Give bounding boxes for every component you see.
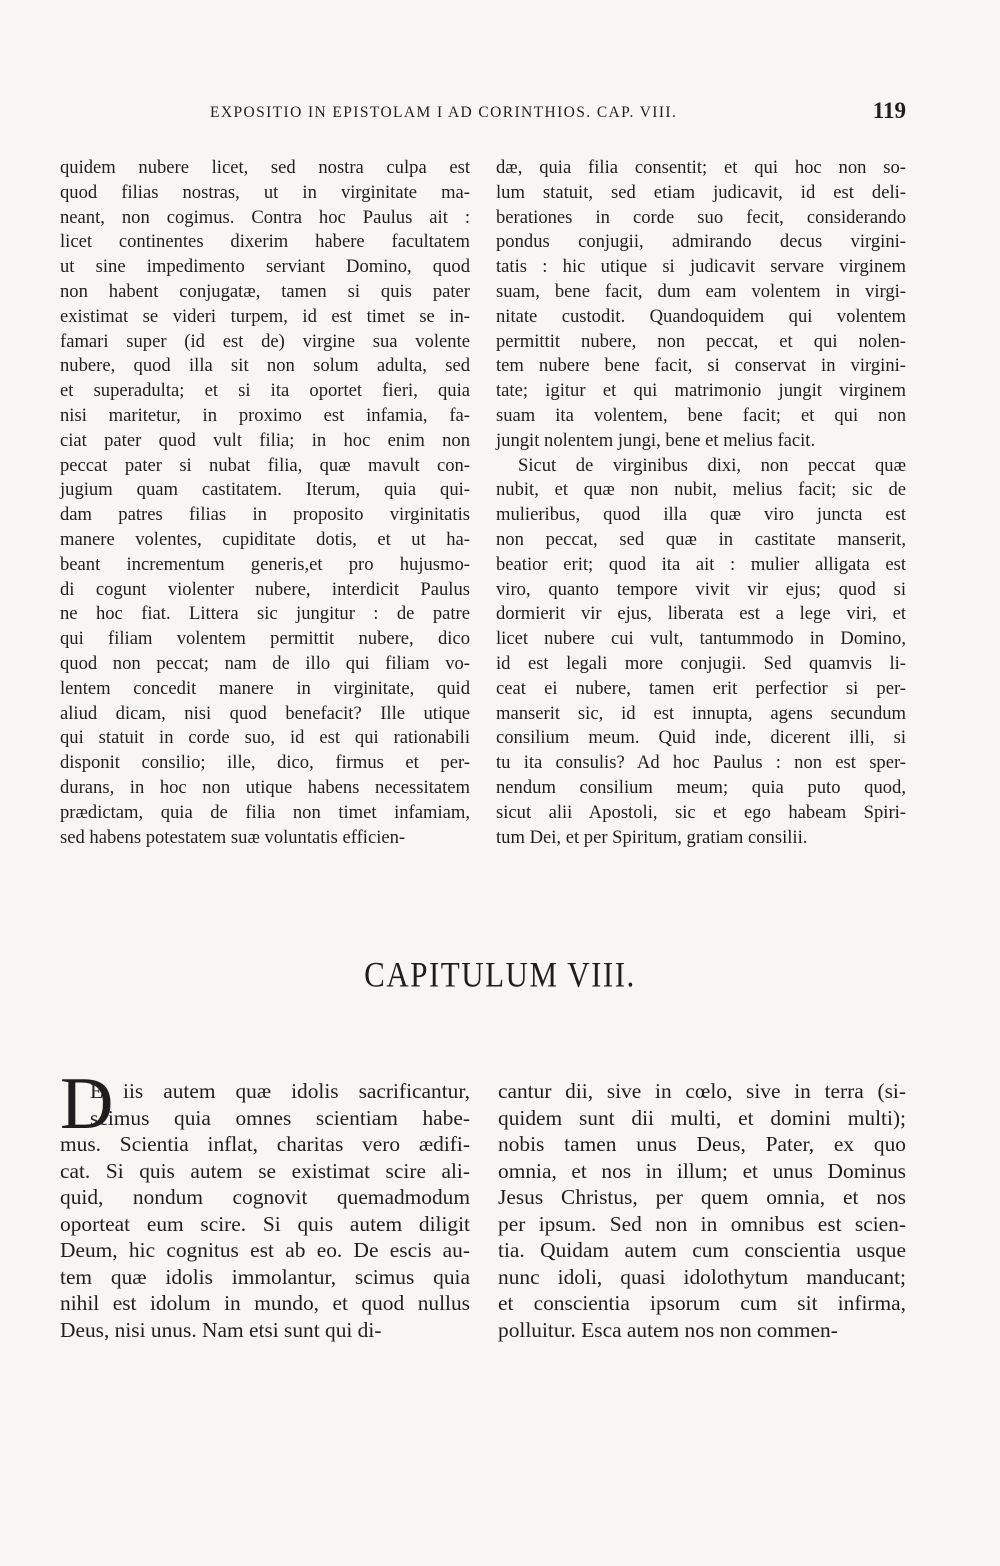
drop-cap: D — [60, 1063, 114, 1145]
commentary-left-column — [60, 156, 470, 850]
text-line: jugium quam castitatem. Iterum, quia qui- — [60, 479, 470, 501]
text-line: tatis : hic utique si judicavit servare virginem — [496, 256, 906, 278]
text-line: ne hoc fiat. Littera sic jungitur : de patre — [60, 603, 470, 625]
text-line: manere volentes, cupiditate dotis, et ut ha- — [60, 528, 470, 550]
text-line: permittit nubere, non peccat, et qui nolen- — [496, 330, 906, 352]
text-line: quidem sunt dii multi, et domini multi); — [498, 1105, 906, 1130]
text-line: qui statuit in corde suo, id est qui rationabili — [60, 727, 470, 749]
text-line: Deus, nisi unus. Nam etsi sunt qui di- — [60, 1317, 382, 1342]
text-line: cat. Si quis autem se existimat scire ali- — [60, 1158, 470, 1183]
text-line: berationes in corde suo fecit, considerando — [496, 206, 906, 228]
text-line: et superadulta; et si ita oportet fieri, quia — [60, 380, 470, 402]
text-line: et conscientia ipsorum cum sit infirma, — [498, 1291, 906, 1315]
text-line: lum statuit, sed etiam judicavit, id est deli- — [496, 181, 906, 203]
text-line: scimus quia omnes scientiam habe- — [90, 1105, 470, 1130]
text-line: mulieribus, quod illa quæ viro juncta est — [496, 504, 906, 526]
text-line: ciat pater quod vult filia; in hoc enim non — [60, 429, 470, 451]
text-line: nendum consilium meum; quia puto quod, — [496, 776, 906, 798]
text-line: sicut alii Apostoli, sic et ego habeam Spiri- — [496, 801, 906, 823]
running-header — [60, 98, 906, 128]
text-line: suam ita volentem, bene facit; et qui non — [496, 404, 906, 426]
text-line: nunc idoli, quasi idolothytum manducant; — [498, 1264, 906, 1289]
text-line: tum Dei, et per Spiritum, gratiam consilii. — [496, 826, 808, 848]
text-line: lentem concedit manere in virginitate, quid — [60, 677, 470, 699]
text-line: nihil est idolum in mundo, et quod nullus — [60, 1291, 470, 1315]
text-line: non habent conjugatæ, tamen si quis pater — [60, 280, 470, 302]
text-line: peccat pater si nubat filia, quæ mavult con- — [60, 454, 470, 476]
page-number: 119 — [872, 98, 906, 123]
text-line: Jesus Christus, per quem omnia, et nos — [498, 1185, 906, 1209]
text-line: ceat ei nubere, tamen erit perfectior si per- — [496, 677, 906, 699]
text-line: quod filias nostras, ut in virginitate ma- — [60, 181, 470, 203]
text-line: jungit nolentem jungi, bene et melius facit. — [496, 429, 816, 451]
text-line: aliud dicam, nisi quod benefacit? Ille utique — [60, 702, 470, 724]
text-line: tu ita consulis? Ad hoc Paulus : non est sper- — [496, 752, 906, 774]
text-line: dormierit vir ejus, liberata est a lege viri, et — [496, 603, 906, 625]
text-line: cantur dii, sive in cœlo, sive in terra (si- — [498, 1079, 906, 1103]
text-line: tia. Quidam autem cum conscientia usque — [498, 1238, 906, 1262]
text-line: quod non peccat; nam de illo qui filiam vo- — [60, 652, 470, 674]
text-line: viro, quanto tempore vivit vir ejus; quod si — [496, 578, 906, 600]
text-line: di cogunt violenter nubere, interdicit Paulus — [60, 578, 470, 600]
chapter-title: CAPITULUM VIII. — [364, 954, 636, 995]
text-line: nisi maritetur, in proximo est infamia, fa- — [60, 404, 470, 426]
text-line: dæ, quia filia consentit; et qui hoc non so- — [496, 157, 906, 178]
text-line: id est legali more conjugii. Sed quamvis li- — [496, 652, 906, 674]
text-line: licet continentes dixerim habere facultatem — [60, 231, 470, 253]
text-line: prædictam, quia de filia non timet infamiam, — [60, 801, 470, 823]
text-line: qui filiam volentem permittit nubere, dico — [60, 628, 470, 650]
text-line: famari super (id est de) virgine sua volente — [60, 330, 470, 352]
text-line: tem nubere bene facit, si conservat in virgini- — [496, 355, 906, 377]
text-line: nobis tamen unus Deus, Pater, ex quo — [498, 1132, 906, 1156]
commentary-right-column — [496, 156, 906, 850]
text-line: tem quæ idolis immolantur, scimus quia — [60, 1264, 470, 1289]
text-line: sed habens potestatem suæ voluntatis efficien- — [60, 826, 406, 848]
text-line: Sicut de virginibus dixi, non peccat quæ — [518, 454, 906, 476]
text-line: licet nubere cui vult, tantummodo in Domino, — [496, 628, 906, 650]
text-line: quidem nubere licet, sed nostra culpa est — [60, 157, 470, 178]
text-line: oporteat eum scire. Si quis autem diligit — [60, 1211, 470, 1236]
text-line: quid, nondum cognovit quemadmodum — [60, 1185, 470, 1209]
text-line: consilium meum. Quid inde, dicerent illi, si — [496, 727, 906, 749]
text-line: mus. Scientia inflat, charitas vero ædifi- — [60, 1132, 470, 1156]
text-line: durans, in hoc non utique habens necessitatem — [60, 776, 470, 798]
text-line: polluitur. Esca autem nos non commen- — [498, 1317, 838, 1342]
text-line: E iis autem quæ idolis sacrificantur, — [90, 1079, 470, 1103]
scripture-left-column — [60, 1078, 470, 1343]
running-title: EXPOSITIO IN EPISTOLAM I AD CORINTHIOS. CAP. VIII. — [210, 104, 678, 121]
text-line: per ipsum. Sed non in omnibus est scien- — [498, 1211, 906, 1236]
text-line: nubit, et quæ non nubit, melius facit; sic de — [496, 479, 906, 501]
text-line: Deum, hic cognitus est ab eo. De escis au- — [60, 1238, 470, 1262]
text-line: beatior erit; quod ita ait : mulier alligata est — [496, 553, 906, 575]
text-line: beant incrementum generis,et pro hujusmo- — [60, 553, 470, 575]
text-line: tate; igitur et qui matrimonio jungit virginem — [496, 380, 906, 402]
text-line: omnia, et nos in illum; et unus Dominus — [498, 1158, 906, 1183]
text-line: existimat se videri turpem, id est timet se in- — [60, 305, 470, 327]
text-line: nubere, quod illa sit non solum adulta, sed — [60, 355, 470, 377]
scripture-right-column — [498, 1078, 906, 1343]
text-line: dam patres filias in proposito virginitatis — [60, 504, 470, 526]
text-line: suam, bene facit, dum eam volentem in virgi- — [496, 280, 906, 302]
text-line: nitate custodit. Quandoquidem qui volentem — [496, 305, 906, 327]
text-line: ut sine impedimento serviant Domino, quod — [60, 256, 470, 278]
text-line: manserit sic, id est innupta, agens secundum — [496, 702, 906, 724]
text-line: pondus conjugii, admirando decus virgini- — [496, 231, 906, 253]
text-line: neant, non cogimus. Contra hoc Paulus ait : — [60, 206, 470, 228]
text-line: non peccat, sed quæ in castitate manserit, — [496, 528, 906, 550]
text-line: disponit consilio; ille, dico, firmus et per- — [60, 752, 470, 774]
